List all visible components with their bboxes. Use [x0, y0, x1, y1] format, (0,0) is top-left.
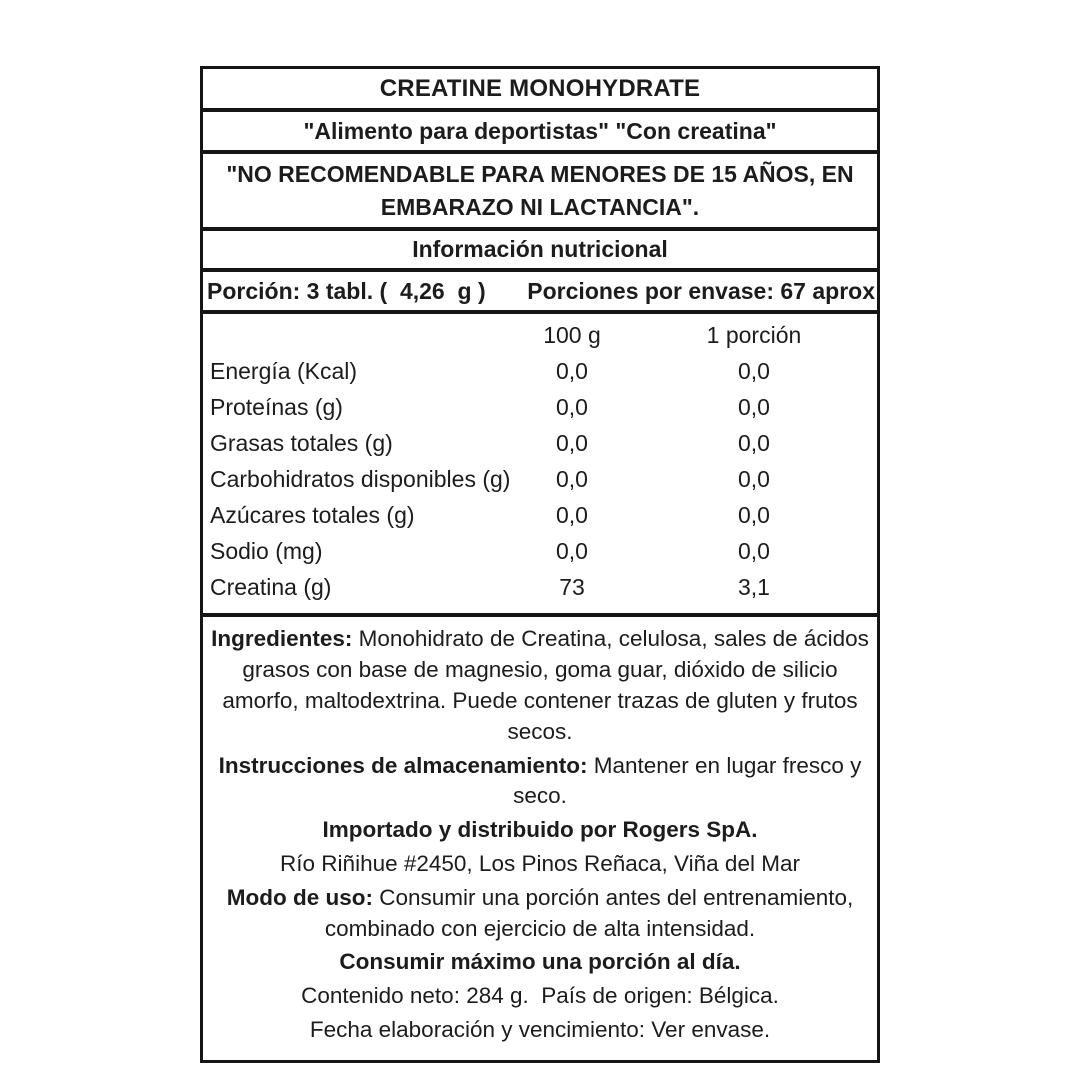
usage-label: Modo de uso: [226, 884, 373, 910]
value-per-portion: 0,0 [737, 358, 770, 385]
value-per-100g: 0,0 [556, 394, 588, 421]
nutrient-name: Azúcares totales (g) [210, 502, 415, 529]
value-per-portion: 0,0 [737, 502, 770, 529]
value-per-portion: 0,0 [737, 466, 770, 493]
value-per-100g: 0,0 [556, 430, 588, 457]
column-header-portion: 1 porción [706, 322, 802, 349]
value-per-100g: 73 [559, 574, 585, 601]
max-dose-text: Consumir máximo una porción al día. [339, 949, 741, 975]
storage-paragraph [209, 751, 871, 813]
storage-text: Mantener en lugar fresco y seco. [513, 752, 862, 809]
value-per-100g: 0,0 [556, 538, 588, 565]
nutrient-name: Creatina (g) [210, 574, 332, 601]
table-row [203, 425, 877, 461]
value-per-portion: 0,0 [737, 538, 770, 565]
value-per-100g: 0,0 [556, 502, 588, 529]
nutrient-name: Energía (Kcal) [210, 358, 358, 385]
table-header-row [203, 317, 877, 353]
product-title: CREATINE MONOHYDRATE [203, 69, 877, 112]
product-claims: "Alimento para deportistas" "Con creatina" [203, 112, 877, 154]
value-per-portion: 0,0 [737, 430, 770, 457]
table-row [203, 461, 877, 497]
nutrition-section-header: Información nutricional [203, 231, 877, 272]
usage-text: Consumir una porción antes del entrenamiento, combinado con ejercicio de alta intensidad. [324, 884, 854, 941]
table-row [203, 497, 877, 533]
nutrient-name: Proteínas (g) [210, 394, 343, 421]
nutrient-name: Carbohidratos disponibles (g) [210, 466, 511, 493]
serving-line [203, 272, 877, 314]
value-per-100g: 0,0 [556, 358, 588, 385]
importer-line [209, 815, 871, 846]
table-header-spacer [203, 317, 513, 353]
additional-info-section [203, 617, 877, 1060]
usage-paragraph [209, 883, 871, 945]
servings-per-container: Porciones por envase: 67 aprox [527, 278, 875, 305]
nutrition-label [200, 66, 880, 1063]
nutrient-name: Sodio (mg) [210, 538, 323, 565]
address-line: Río Riñihue #2450, Los Pinos Reñaca, Viña del Mar [280, 851, 800, 876]
value-per-100g: 0,0 [556, 466, 588, 493]
table-row [203, 389, 877, 425]
portion-size: Porción: 3 tabl. ( 4,26 g ) [207, 278, 486, 305]
ingredients-label: Ingredientes: [211, 626, 353, 652]
nutrient-name: Grasas totales (g) [210, 430, 393, 457]
ingredients-paragraph [209, 624, 871, 747]
column-header-100g: 100 g [543, 322, 601, 349]
warning-text: "NO RECOMENDABLE PARA MENORES DE 15 AÑOS, EN EMBARAZO NI LACTANCIA". [203, 154, 877, 231]
table-row [203, 533, 877, 569]
value-per-portion: 0,0 [737, 394, 770, 421]
net-content-line: Contenido neto: 284 g. País de origen: Bélgica. [301, 983, 779, 1009]
table-row [203, 353, 877, 389]
dates-line: Fecha elaboración y vencimiento: Ver envase. [309, 1017, 771, 1043]
importer-text: Importado y distribuido por Rogers SpA. [322, 817, 758, 843]
ingredients-text: Monohidrato de Creatina, celulosa, sales de ácidos grasos con base de magnesio, goma guar, dióxido de silicio amorfo, maltodextrina. Puede contener trazas de gluten y frutos secos. [222, 626, 869, 744]
storage-label: Instrucciones de almacenamiento: [218, 752, 588, 778]
table-row [203, 569, 877, 605]
max-dose-line [209, 947, 871, 978]
nutrition-table [203, 314, 877, 617]
value-per-portion: 3,1 [737, 574, 770, 601]
